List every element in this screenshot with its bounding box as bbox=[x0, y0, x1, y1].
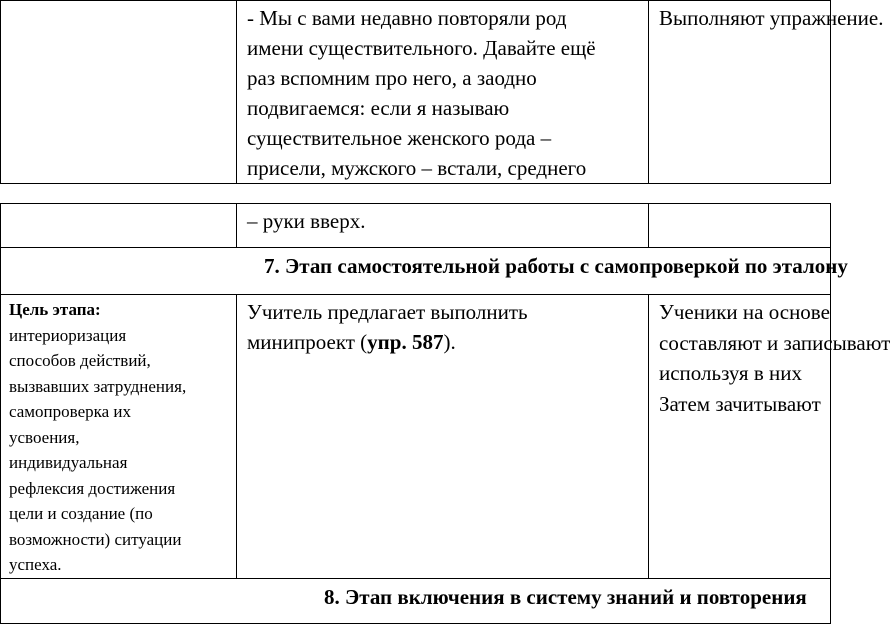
teacher-text-line: имени существительного. Давайте ещё bbox=[247, 36, 596, 60]
teacher-text-line: подвигаемся: если я называю bbox=[247, 96, 510, 120]
goal-line: усвоения, bbox=[9, 427, 80, 447]
goal-line: вызвавших затруднения, bbox=[9, 376, 187, 396]
lesson-table-bottom bbox=[0, 203, 890, 624]
student-activity-text: Выполняют упражнение. bbox=[659, 6, 884, 30]
stage7-header-cell bbox=[1, 248, 848, 295]
teacher-task-cell bbox=[237, 295, 649, 579]
goal-line: возможности) ситуации bbox=[9, 529, 182, 549]
goal-line: способов действий, bbox=[9, 351, 151, 370]
goal-line: успеха. bbox=[9, 555, 62, 574]
goal-line: индивидуальная bbox=[9, 453, 128, 472]
teacher-continuation-cell bbox=[237, 204, 649, 248]
lesson-table-top bbox=[0, 0, 884, 184]
goal-line: самопроверка их bbox=[9, 402, 132, 421]
student-task-cell bbox=[649, 295, 890, 579]
teacher-task-line: Учитель предлагает выполнить bbox=[247, 300, 528, 324]
student-task-line: используя в них bbox=[659, 361, 802, 385]
goal-line: интериоризация bbox=[9, 325, 127, 345]
empty-goal-cell bbox=[1, 204, 237, 248]
teacher-text-line: присели, мужского – встали, среднего bbox=[247, 156, 587, 180]
teacher-task-line bbox=[247, 327, 648, 357]
empty-student-cell bbox=[649, 204, 831, 248]
teacher-continuation-text: – руки вверх. bbox=[247, 209, 366, 233]
teacher-text-line: - Мы с вами недавно повторяли род bbox=[247, 6, 567, 30]
teacher-text-line: раз вспомним про него, а заодно bbox=[247, 66, 537, 90]
teacher-activity-cell bbox=[237, 1, 649, 184]
teacher-task-prefix: минипроект ( bbox=[247, 330, 368, 354]
student-task-line: составляют и записывают bbox=[659, 330, 890, 355]
student-task-line: Ученики на основе bbox=[659, 300, 830, 324]
teacher-task-suffix: ). bbox=[443, 330, 456, 354]
stage7-title: 7. Этап самостоятельной работы с самопроверкой по эталону bbox=[264, 254, 848, 278]
goal-line: цели и создание (по bbox=[9, 504, 153, 523]
teacher-text-line: существительное женского рода – bbox=[247, 126, 552, 150]
goal-label: Цель этапа: bbox=[9, 300, 101, 319]
goal-line: рефлексия достижения bbox=[9, 478, 176, 498]
student-task-line: Затем зачитывают bbox=[659, 391, 821, 416]
stage8-header-cell bbox=[1, 578, 831, 623]
student-activity-cell bbox=[649, 1, 884, 184]
exercise-reference: упр. 587 bbox=[367, 330, 444, 354]
empty-goal-cell bbox=[1, 1, 237, 184]
goal-cell bbox=[1, 295, 237, 579]
stage8-title: 8. Этап включения в систему знаний и повторения bbox=[324, 584, 807, 609]
